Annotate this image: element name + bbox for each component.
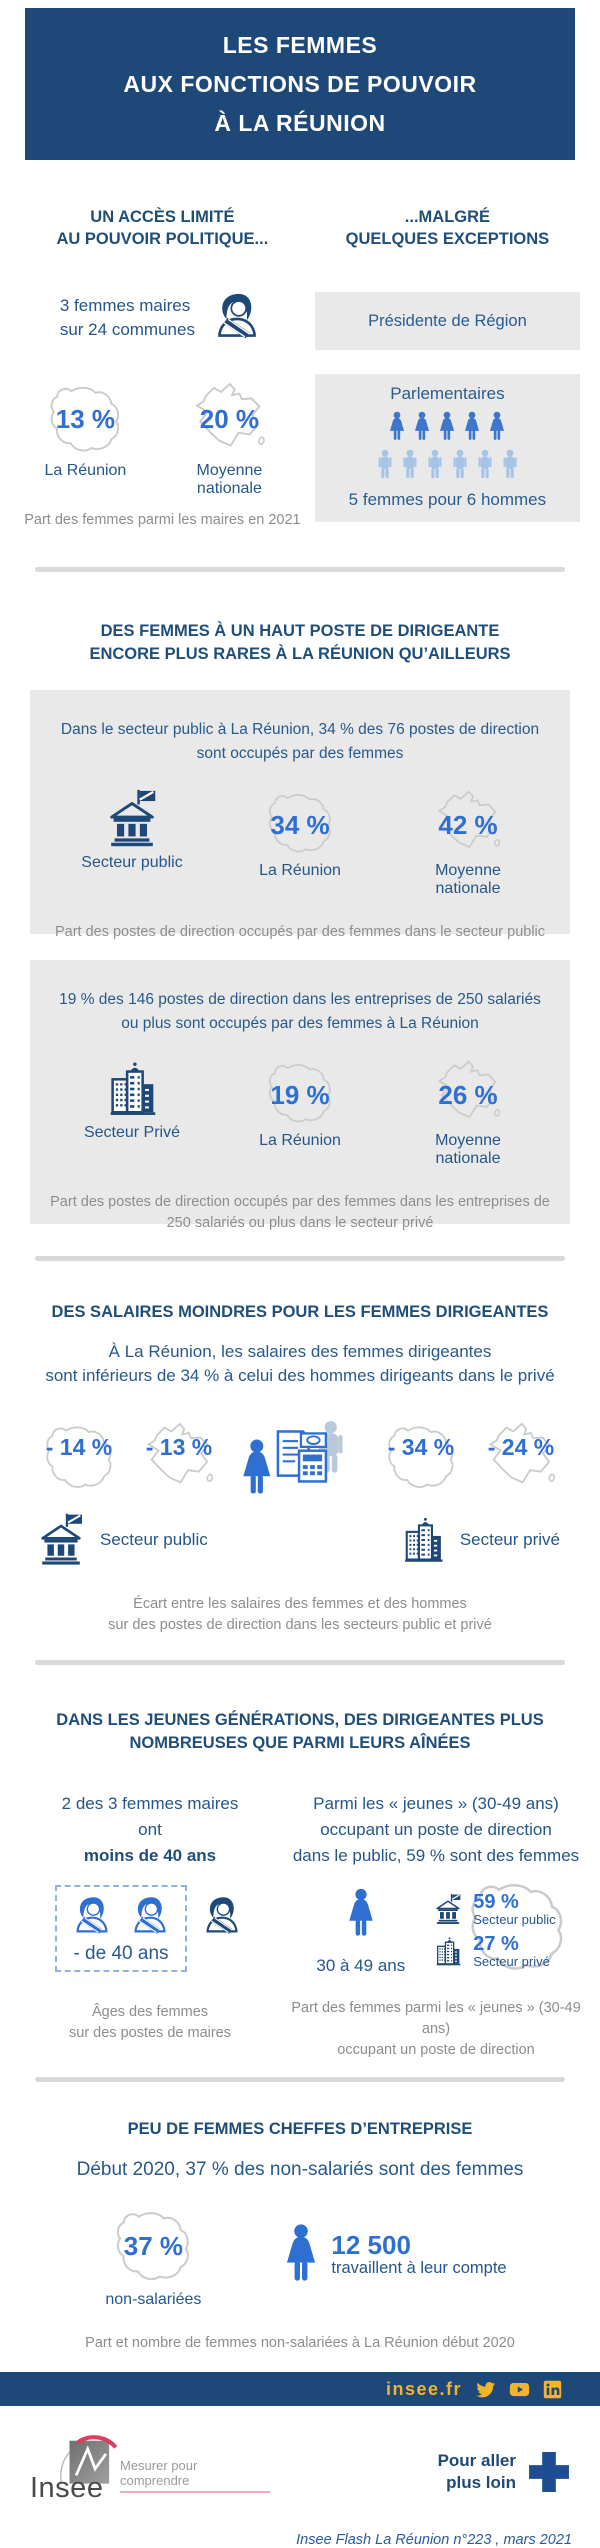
young-executives-stats [286,1881,586,1980]
heading-line: ENCORE PLUS RARES À LA RÉUNION QU’AILLEURS [89,645,511,663]
page-title-line: AUX FONCTIONS DE POUVOIR [123,70,477,97]
woman-icon [488,410,506,446]
sector-label: Secteur public [100,1530,208,1549]
stat-reunion-mayors [30,380,140,498]
man-icon [401,448,419,484]
heading-line: QUELQUES EXCEPTIONS [345,230,550,248]
sector-label: Secteur privé [459,1530,560,1549]
office-building-icon [100,1058,164,1120]
woman-mayor-icon [127,1894,173,1940]
parliament-note: 5 femmes pour 6 hommes [348,490,547,509]
young-mayors-column [14,1791,286,2061]
age-label: 30 à 49 ans [316,1956,406,1975]
stat-value: 26 % [438,1080,498,1110]
young-executives-text [286,1791,586,1869]
stat-value: 19 % [270,1080,330,1110]
exceptions-heading [315,206,580,250]
section-salaries [0,1301,600,1636]
stat-reunion-public [235,788,365,880]
sector-cell [67,1058,197,1142]
insee-logo [30,2434,270,2514]
parliament-title: Parlementaires [390,384,505,403]
stat-value: 13 % [55,404,116,434]
office-building-icon [396,1514,450,1566]
mayors-count-line: 3 femmes maires [59,296,191,315]
heading-line: ...MALGRÉ [404,208,491,226]
young-mayors-text [14,1791,286,1869]
sector-label: Secteur public [81,854,183,871]
caption-line: Âges des femmes [91,2004,209,2020]
caption-line: Part des femmes parmi les « jeunes » (30-49 ans) [291,2000,581,2037]
generations-heading [0,1709,600,1755]
region-president-box: Présidente de Région [315,292,580,350]
gap-private-reunion [375,1420,467,1496]
text-line: dans le public, 59 % sont des femmes [292,1846,580,1865]
government-building-icon [431,1893,465,1926]
stat-label: Moyenne nationale [435,862,501,897]
heading-line: AU POUVOIR POLITIQUE... [56,230,269,248]
private-sector-box [30,960,570,1231]
stat-nonsalaried-share [93,2205,213,2309]
stat-value: 20 % [199,404,260,434]
private-box-caption: Part des postes de direction occupés par des femmes dans les entreprises de 250 salariés ou plus dans le secteur privé [50,1194,550,1231]
section-divider [35,1660,565,1665]
man-icon [376,448,394,484]
stat-value: - 14 % [45,1434,113,1460]
heading-line: NOMBREUSES QUE PARMI LEURS AÎNÉES [129,1734,471,1752]
caption-line: Écart entre les salaires des femmes et des hommes [133,1596,467,1612]
heading-line: DES FEMMES À UN HAUT POSTE DE DIRIGEANTE [100,622,500,640]
caption-line: sur des postes de maires [69,2025,231,2041]
sector-label: Secteur Privé [83,1124,181,1141]
linkedin-icon[interactable] [543,2380,562,2399]
section-divider [35,567,565,572]
stat-value: - 34 % [387,1434,455,1460]
count-value: 12 500 [331,2230,411,2260]
sector-cell [67,788,197,872]
stat-label: La Réunion [44,462,127,479]
salaries-caption [0,1594,600,1636]
woman-icon [283,2221,319,2293]
sector-shares [431,1881,555,1980]
government-building-icon [32,1512,90,1568]
stat-france-mayors [164,380,294,498]
subtitle-line: À La Réunion, les salaires des femmes dirigeantes [108,1342,492,1361]
public-sector-group [32,1512,208,1568]
self-employed-count [283,2221,506,2293]
stat-france-public [403,788,533,898]
young-executives-column [286,1791,586,2061]
mayors-share-stats [20,380,305,498]
under-40-label: - de 40 ans [73,1943,169,1964]
parliament-box [315,374,580,522]
bold-text: moins de 40 ans [83,1846,217,1865]
woman-mayor-icon [69,1894,115,1940]
woman-icon [388,410,406,446]
stat-value: 37 % [123,2231,184,2261]
private-share-row [431,1934,555,1969]
mayor-ages-caption [14,2002,286,2044]
stat-value: 34 % [270,810,330,840]
stat-value: 42 % [438,810,498,840]
entrepreneurs-stats [0,2205,600,2309]
man-icon [501,448,519,484]
section-executives [0,620,600,1231]
page-title-line: À LA RÉUNION [214,109,386,136]
private-box-intro: 19 % des 146 postes de direction dans les entreprises de 250 salariés ou plus sont occupés par des femmes à La Réunion [59,991,541,1032]
woman-icon [463,410,481,446]
mayors-count-line: sur 24 communes [59,320,195,339]
woman-icon [438,410,456,446]
men-pictogram-row [321,448,574,484]
exceptions-column [315,206,580,531]
private-box-stats [50,1058,550,1168]
stat-label: La Réunion [259,1132,341,1149]
woman-icon [346,1885,376,1947]
section-entrepreneurs [0,2118,600,2354]
entrepreneurs-subtitle: Début 2020, 37 % des non-salariés sont des femmes [76,2159,524,2180]
text-line: 2 des 3 femmes maires [61,1794,239,1813]
stat-value: - 24 % [487,1434,555,1460]
stat-label: Secteur privé [473,1954,550,1969]
salary-sector-labels [32,1512,560,1568]
stat-label: La Réunion [259,862,341,879]
office-building-icon [431,1935,465,1968]
caption-line: sur des postes de direction dans les secteurs public et privé [108,1617,492,1633]
heading-line: DANS LES JEUNES GÉNÉRATIONS, DES DIRIGEANTES PLUS [56,1711,544,1729]
stat-label: non-salariées [105,2291,202,2308]
insee-tagline: Mesurer pour comprendre [120,2458,270,2493]
subtitle-line: sont inférieurs de 34 % à celui des hommes dirigeants dans le privé [45,1366,555,1385]
entrepreneurs-caption: Part et nombre de femmes non-salariées à La Réunion début 2020 [85,2335,515,2351]
mayors-caption: Part des femmes parmi les maires en 2021 [24,512,301,528]
limited-access-heading [20,206,305,250]
public-box-intro: Dans le secteur public à La Réunion, 34 % des 76 postes de direction sont occupés par des femmes [60,721,540,762]
footer-logo-row [30,2434,570,2514]
more-info-link[interactable] [438,2450,570,2494]
salary-gap-row [0,1420,600,1516]
salaries-subtitle [0,1340,600,1388]
entrepreneurs-heading: PEU DE FEMMES CHEFFES D’ENTREPRISE [127,2120,473,2138]
section-generations [0,1709,600,2061]
under-40-box [55,1885,187,1972]
gap-private-france [475,1420,567,1496]
public-sector-box [30,690,570,940]
mayor-ages-pictogram [14,1885,286,1972]
women-pictogram-row [321,410,574,446]
woman-mayor-icon [199,1894,245,1940]
infographic-page [0,8,600,2548]
stat-label: Moyenne nationale [435,1132,501,1167]
woman-mayor-icon [209,290,265,346]
stat-value: - 13 % [145,1434,213,1460]
salaries-heading: DES SALAIRES MOINDRES POUR LES FEMMES DIRIGEANTES [51,1303,549,1321]
under-40-icons [69,1894,173,1940]
gap-public-france [133,1420,225,1496]
public-box-stats [50,788,550,898]
young-executives-caption [286,1998,586,2061]
age-group [316,1885,405,1976]
heading-line: UN ACCÈS LIMITÉ [90,208,235,226]
section-divider [35,1256,565,1261]
count-label: travaillent à leur compte [331,2259,507,2277]
mayors-count-row [20,290,305,346]
woman-icon [413,410,431,446]
page-title [25,8,575,160]
section-political-power [20,206,580,531]
public-box-caption: Part des postes de direction occupés par des femmes dans le secteur public [54,924,546,940]
limited-access-column [20,206,305,531]
stat-reunion-private [235,1058,365,1150]
more-info-text: Pour aller plus loin [437,2451,516,2492]
stat-value: 27 % [473,1933,519,1955]
text-line: occupant un poste de direction [320,1820,552,1839]
executives-heading [0,620,600,666]
insee-logo-word: Insee [30,2472,104,2504]
government-building-icon [100,788,164,850]
page-title-line: LES FEMMES [222,31,378,58]
footer-bar [0,2372,600,2406]
caption-line: occupant un poste de direction [337,2042,535,2058]
man-icon [426,448,444,484]
section-divider [35,2077,565,2082]
twitter-icon[interactable] [475,2379,496,2400]
plus-icon [528,2451,570,2493]
mayors-count-text [60,294,195,342]
text-line: ont moins de 40 ans [83,1820,217,1865]
stat-label: Secteur public [473,1912,556,1927]
generations-columns [14,1791,586,2061]
man-icon [451,448,469,484]
payslip-comparison-icon [237,1420,363,1516]
public-share-row [431,1892,555,1927]
youtube-icon[interactable] [509,2379,530,2400]
insee-fr-link[interactable]: insee.fr [385,2378,462,2399]
stat-value: 59 % [473,1891,519,1913]
stat-france-private [403,1058,533,1168]
private-sector-group [396,1514,560,1566]
publication-credit: Insee Flash La Réunion n°223 , mars 2021 [296,2532,572,2548]
gap-public-reunion [33,1420,125,1496]
man-icon [476,448,494,484]
text-line: Parmi les « jeunes » (30-49 ans) [313,1794,559,1813]
stat-label: Moyenne nationale [196,462,263,497]
